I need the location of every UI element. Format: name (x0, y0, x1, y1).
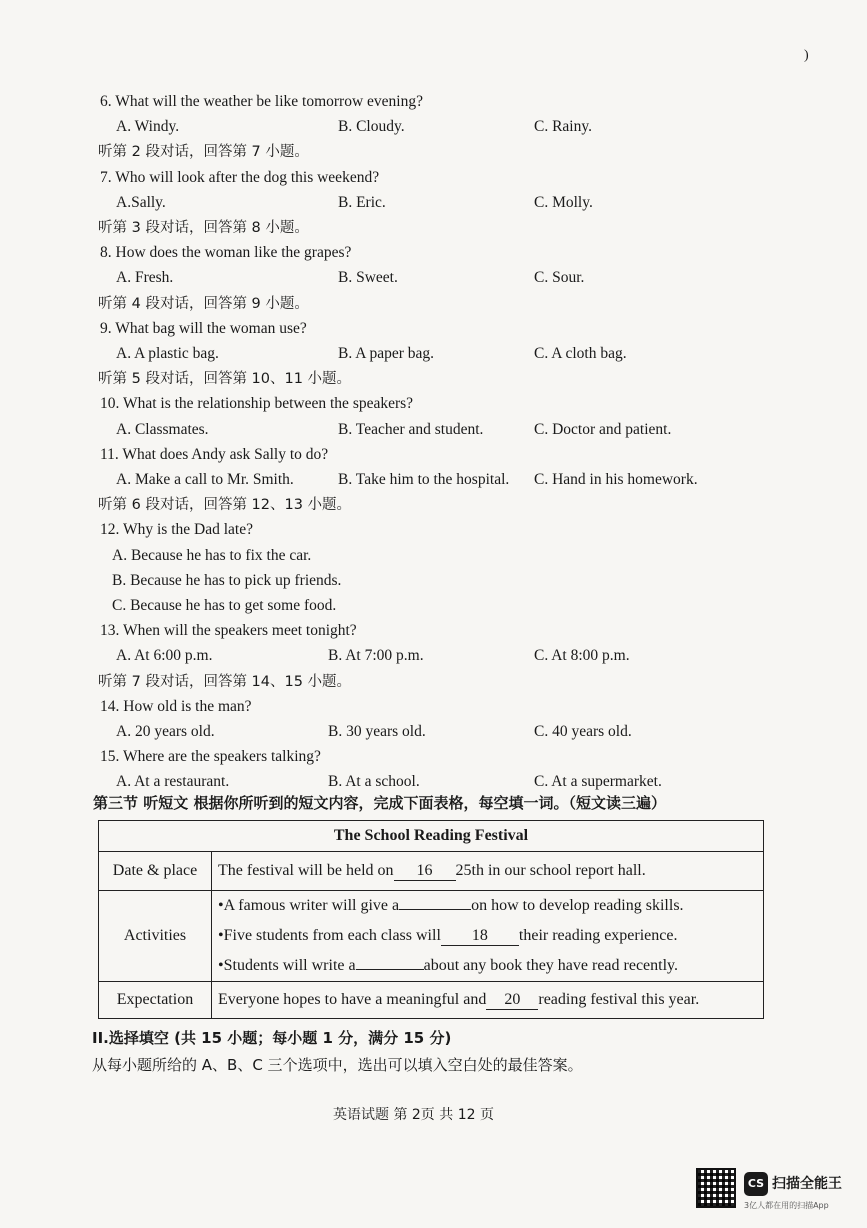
option-c[interactable]: C. At a supermarket. (534, 773, 662, 791)
option-b[interactable]: B. Sweet. (338, 269, 398, 287)
option-line[interactable]: C. Because he has to get some food. (112, 597, 337, 614)
blank-19[interactable] (356, 969, 424, 970)
table-title: The School Reading Festival (99, 821, 764, 852)
option-line[interactable]: A. Because he has to fix the car. (112, 546, 312, 564)
question-stem: 10. What is the relationship between the speakers? (100, 395, 414, 413)
date-place-cell (212, 852, 764, 891)
option-c[interactable]: C. Rainy. (534, 118, 592, 136)
part2-instruction: 从每小题所给的 A、B、C 三个选项中，选出可以填入空白处的最佳答案。 (92, 1056, 583, 1074)
option-line[interactable]: B. Because he has to pick up friends. (112, 571, 342, 589)
option-b[interactable]: B. A paper bag. (338, 345, 434, 362)
question-stem: 9. What bag will the woman use? (100, 319, 307, 337)
option-c[interactable]: C. Sour. (534, 269, 585, 287)
camscanner-name: 扫描全能王 (772, 1176, 842, 1192)
camscanner-tagline: 3亿人都在用的扫描App (744, 1201, 829, 1210)
option-b[interactable]: B. Cloudy. (338, 118, 405, 136)
option-a[interactable]: A. 20 years old. (116, 723, 215, 740)
act2-post: their reading experience. (518, 927, 678, 944)
question-stem: 13. When will the speakers meet tonight? (100, 622, 357, 640)
section-instruction: 听第 5 段对话，回答第 10、11 小题。 (98, 371, 352, 388)
option-b[interactable]: B. 30 years old. (328, 723, 426, 740)
date-text-post: 25th in our school report hall. (455, 861, 646, 879)
section-instruction: 听第 6 段对话，回答第 12、13 小题。 (98, 497, 352, 514)
date-place-label: Date & place (99, 852, 212, 891)
section-instruction: 听第 7 段对话，回答第 14、15 小题。 (98, 673, 352, 690)
option-a[interactable]: A. At 6:00 p.m. (116, 647, 213, 665)
blank-17[interactable] (399, 909, 471, 910)
question-stem: 12. Why is the Dad late? (100, 521, 253, 539)
activities-label: Activities (99, 891, 212, 982)
option-a[interactable]: A. Classmates. (116, 420, 209, 438)
question-stem: 14. How old is the man? (100, 697, 252, 715)
option-a[interactable]: A.Sally. (116, 193, 166, 211)
section-instruction: 听第 4 段对话，回答第 9 小题。 (98, 295, 309, 312)
qr-code-icon (696, 1168, 736, 1208)
question-stem: 15. Where are the speakers talking? (100, 748, 321, 766)
option-a[interactable]: A. At a restaurant. (116, 773, 230, 791)
section-instruction: 听第 2 段对话，回答第 7 小题。 (98, 144, 309, 161)
option-c[interactable]: C. Hand in his homework. (534, 471, 698, 488)
blank-16[interactable]: 16 (394, 862, 456, 881)
act3-post: about any book they have read recently. (423, 957, 679, 974)
blank-18[interactable]: 18 (441, 927, 519, 946)
page-footer: 英语试题 第 2页 共 12 页 (333, 1107, 494, 1123)
option-a[interactable]: A. Make a call to Mr. Smith. (116, 471, 294, 488)
question-stem: 6. What will the weather be like tomorrow evening? (100, 93, 423, 110)
question-stem: 11. What does Andy ask Sally to do? (100, 445, 329, 463)
section-instruction: 听第 3 段对话，回答第 8 小题。 (98, 220, 309, 236)
blank-20[interactable]: 20 (486, 991, 538, 1010)
corner-mark: ) (804, 48, 809, 63)
expectation-label: Expectation (99, 982, 212, 1019)
option-b[interactable]: B. Teacher and student. (338, 420, 484, 438)
act3-pre: •Students will write a (218, 957, 356, 974)
question-stem: 7. Who will look after the dog this weekend? (100, 168, 380, 186)
exp-pre: Everyone hopes to have a meaningful and (218, 990, 487, 1008)
reading-festival-table (98, 820, 764, 1019)
option-c[interactable]: C. At 8:00 p.m. (534, 647, 630, 665)
expectation-cell (212, 982, 764, 1019)
part2-heading: II.选择填空 (共 15 小题；每小题 1 分，满分 15 分) (92, 1029, 452, 1047)
act1-pre: •A famous writer will give a (218, 897, 400, 914)
camscanner-logo: CS (744, 1172, 768, 1196)
option-b[interactable]: B. At a school. (328, 773, 420, 791)
part3-heading: 第三节 听短文 根据你所听到的短文内容，完成下面表格，每空填一词。（短文读三遍） (93, 794, 666, 812)
option-c[interactable]: C. Doctor and patient. (534, 420, 672, 438)
exp-post: reading festival this year. (538, 990, 700, 1008)
act1-post: on how to develop reading skills. (471, 897, 684, 914)
option-b[interactable]: B. At 7:00 p.m. (328, 647, 424, 665)
act2-pre: •Five students from each class will (218, 927, 441, 944)
question-stem: 8. How does the woman like the grapes? (100, 244, 352, 262)
date-text-pre: The festival will be held on (218, 861, 394, 879)
option-c[interactable]: C. A cloth bag. (534, 345, 627, 362)
option-a[interactable]: A. Windy. (116, 118, 180, 136)
option-b[interactable]: B. Eric. (338, 193, 386, 211)
option-a[interactable]: A. A plastic bag. (116, 345, 219, 362)
option-c[interactable]: C. 40 years old. (534, 723, 632, 740)
activities-cell (212, 891, 764, 982)
option-b[interactable]: B. Take him to the hospital. (338, 471, 510, 488)
option-c[interactable]: C. Molly. (534, 193, 593, 211)
option-a[interactable]: A. Fresh. (116, 269, 174, 287)
